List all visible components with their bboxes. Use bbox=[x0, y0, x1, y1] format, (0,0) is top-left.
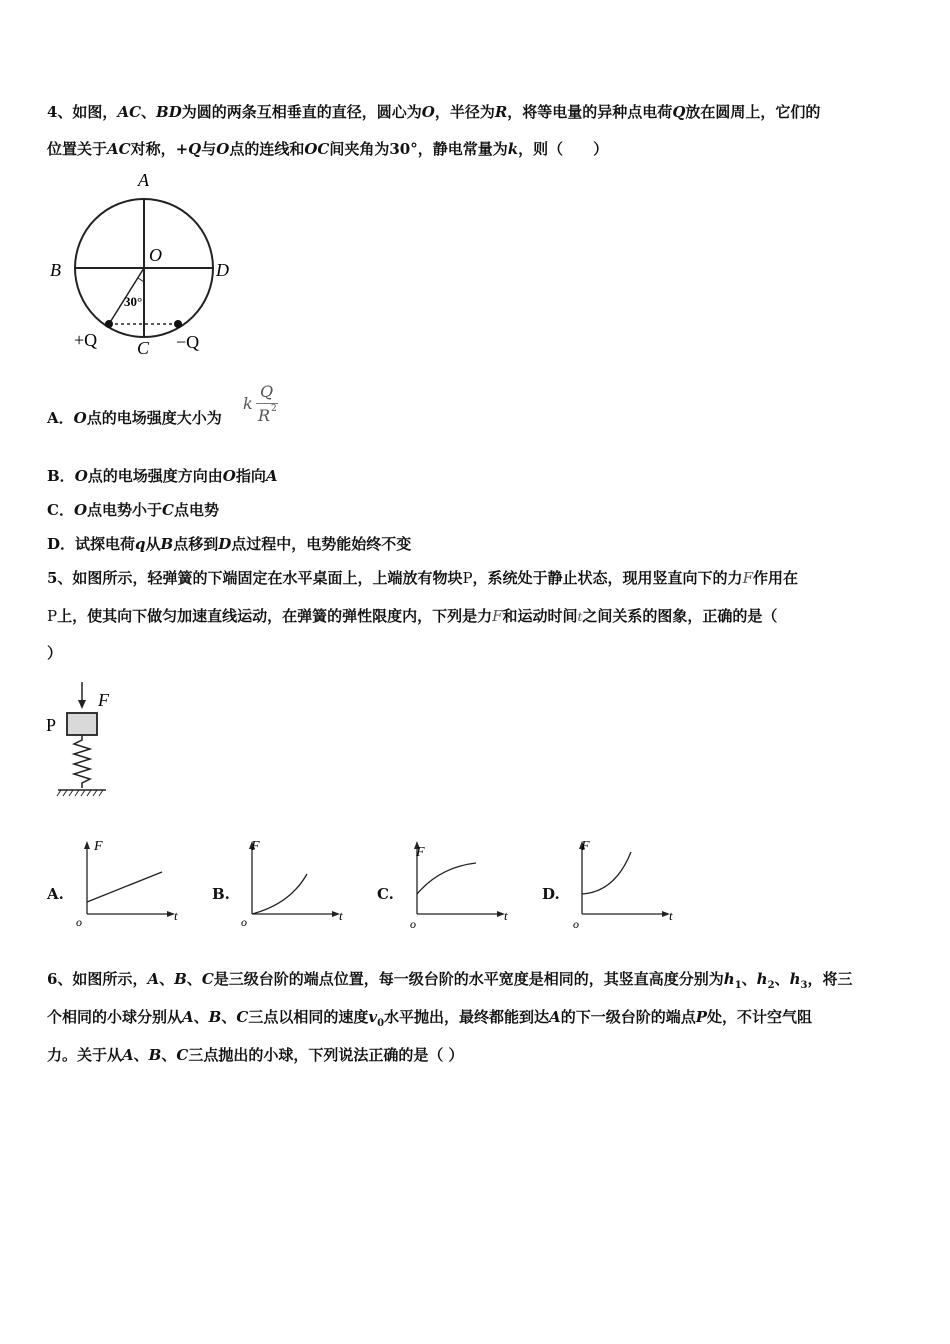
q5-spring-figure bbox=[44, 680, 124, 800]
label-p: P bbox=[46, 715, 57, 735]
label-angle: 30° bbox=[124, 294, 143, 309]
svg-text:t: t bbox=[339, 908, 343, 923]
graph-c bbox=[400, 832, 520, 932]
plus-charge-dot bbox=[105, 320, 113, 328]
svg-text:F: F bbox=[94, 839, 103, 854]
graph-a bbox=[70, 832, 190, 932]
label-a: A bbox=[138, 170, 149, 190]
svg-text:t: t bbox=[174, 908, 178, 923]
graph-a-letter: A. bbox=[47, 885, 64, 903]
svg-text:t: t bbox=[669, 908, 673, 923]
label-f: F bbox=[98, 690, 109, 710]
q6-stem-line1: 6、如图所示，A、B、C是三级台阶的端点位置，每一级台阶的水平宽度是相同的，其竖直高度分别为$h_1$、$h_2$、$h_3$，将三 bbox=[47, 970, 853, 991]
label-b: B bbox=[50, 260, 61, 280]
q4-stem-line2: 位置关于AC对称，+Q与O点的连线和OC间夹角为30°，静电常量为k，则（ ） bbox=[47, 140, 609, 158]
svg-text:F: F bbox=[416, 845, 425, 860]
graph-d-curve bbox=[582, 852, 631, 894]
graph-d-letter: D. bbox=[542, 885, 560, 903]
label-c: C bbox=[137, 338, 150, 358]
graph-b-curve bbox=[252, 874, 307, 914]
q4-option-c: C．O点电势小于C点电势 bbox=[47, 501, 220, 519]
label-minus-q: −Q bbox=[176, 332, 200, 352]
svg-text:F: F bbox=[251, 839, 260, 854]
graph-b-letter: B. bbox=[212, 885, 230, 903]
q5-stem-line1: 5、如图所示，轻弹簧的下端固定在水平桌面上，上端放有物块P，系统处于静止状态，现用竖直向下的力F作用在 bbox=[47, 569, 798, 587]
formula-kq-over-r2: k Q R 2 bbox=[243, 382, 277, 425]
q6-stem-line2: 个相同的小球分别从A、B、C三点以相同的速度$v_0$水平抛出，最终都能到达A的下一级台阶的端点P处，不计空气阻 bbox=[47, 1008, 812, 1029]
graph-d bbox=[565, 832, 685, 932]
svg-text:o: o bbox=[76, 915, 82, 929]
graph-c-letter: C. bbox=[377, 885, 394, 903]
svg-text:o: o bbox=[241, 915, 247, 929]
block-p bbox=[67, 713, 97, 735]
spring bbox=[74, 735, 90, 788]
label-o: O bbox=[149, 245, 162, 265]
label-plus-q: +Q bbox=[74, 330, 98, 350]
q4-stem-line1: 4、如图，AC、BD为圆的两条互相垂直的直径，圆心为O，半径为R，将等电量的异种点电荷Q放在圆周上，它们的 bbox=[47, 103, 821, 121]
svg-text:o: o bbox=[573, 917, 579, 931]
q4-circle-figure bbox=[44, 168, 244, 360]
minus-charge-dot bbox=[174, 320, 182, 328]
svg-text:t: t bbox=[504, 908, 508, 923]
q5-stem-line3: ） bbox=[47, 644, 63, 662]
q4-option-b: B．O点的电场强度方向由O指向A bbox=[47, 467, 278, 485]
ground-hatching bbox=[57, 790, 103, 796]
graph-c-curve bbox=[417, 863, 476, 894]
q6-stem-line3: 力。关于从A、B、C三点抛出的小球，下列说法正确的是（ ） bbox=[47, 1046, 464, 1064]
graph-a-curve bbox=[87, 872, 162, 902]
svg-text:F: F bbox=[581, 839, 590, 854]
label-d: D bbox=[216, 260, 229, 280]
q4-option-d: D．试探电荷q从B点移到D点过程中，电势能始终不变 bbox=[47, 535, 412, 553]
force-arrow-head bbox=[78, 700, 86, 709]
graph-b bbox=[235, 832, 355, 932]
q4-option-a: A．O点的电场强度大小为 bbox=[47, 409, 222, 427]
svg-text:o: o bbox=[410, 917, 416, 931]
q5-stem-line2: P上，使其向下做匀加速直线运动，在弹簧的弹性限度内，下列是力F和运动时间t之间关系的图象，正确的是（ bbox=[47, 607, 778, 625]
